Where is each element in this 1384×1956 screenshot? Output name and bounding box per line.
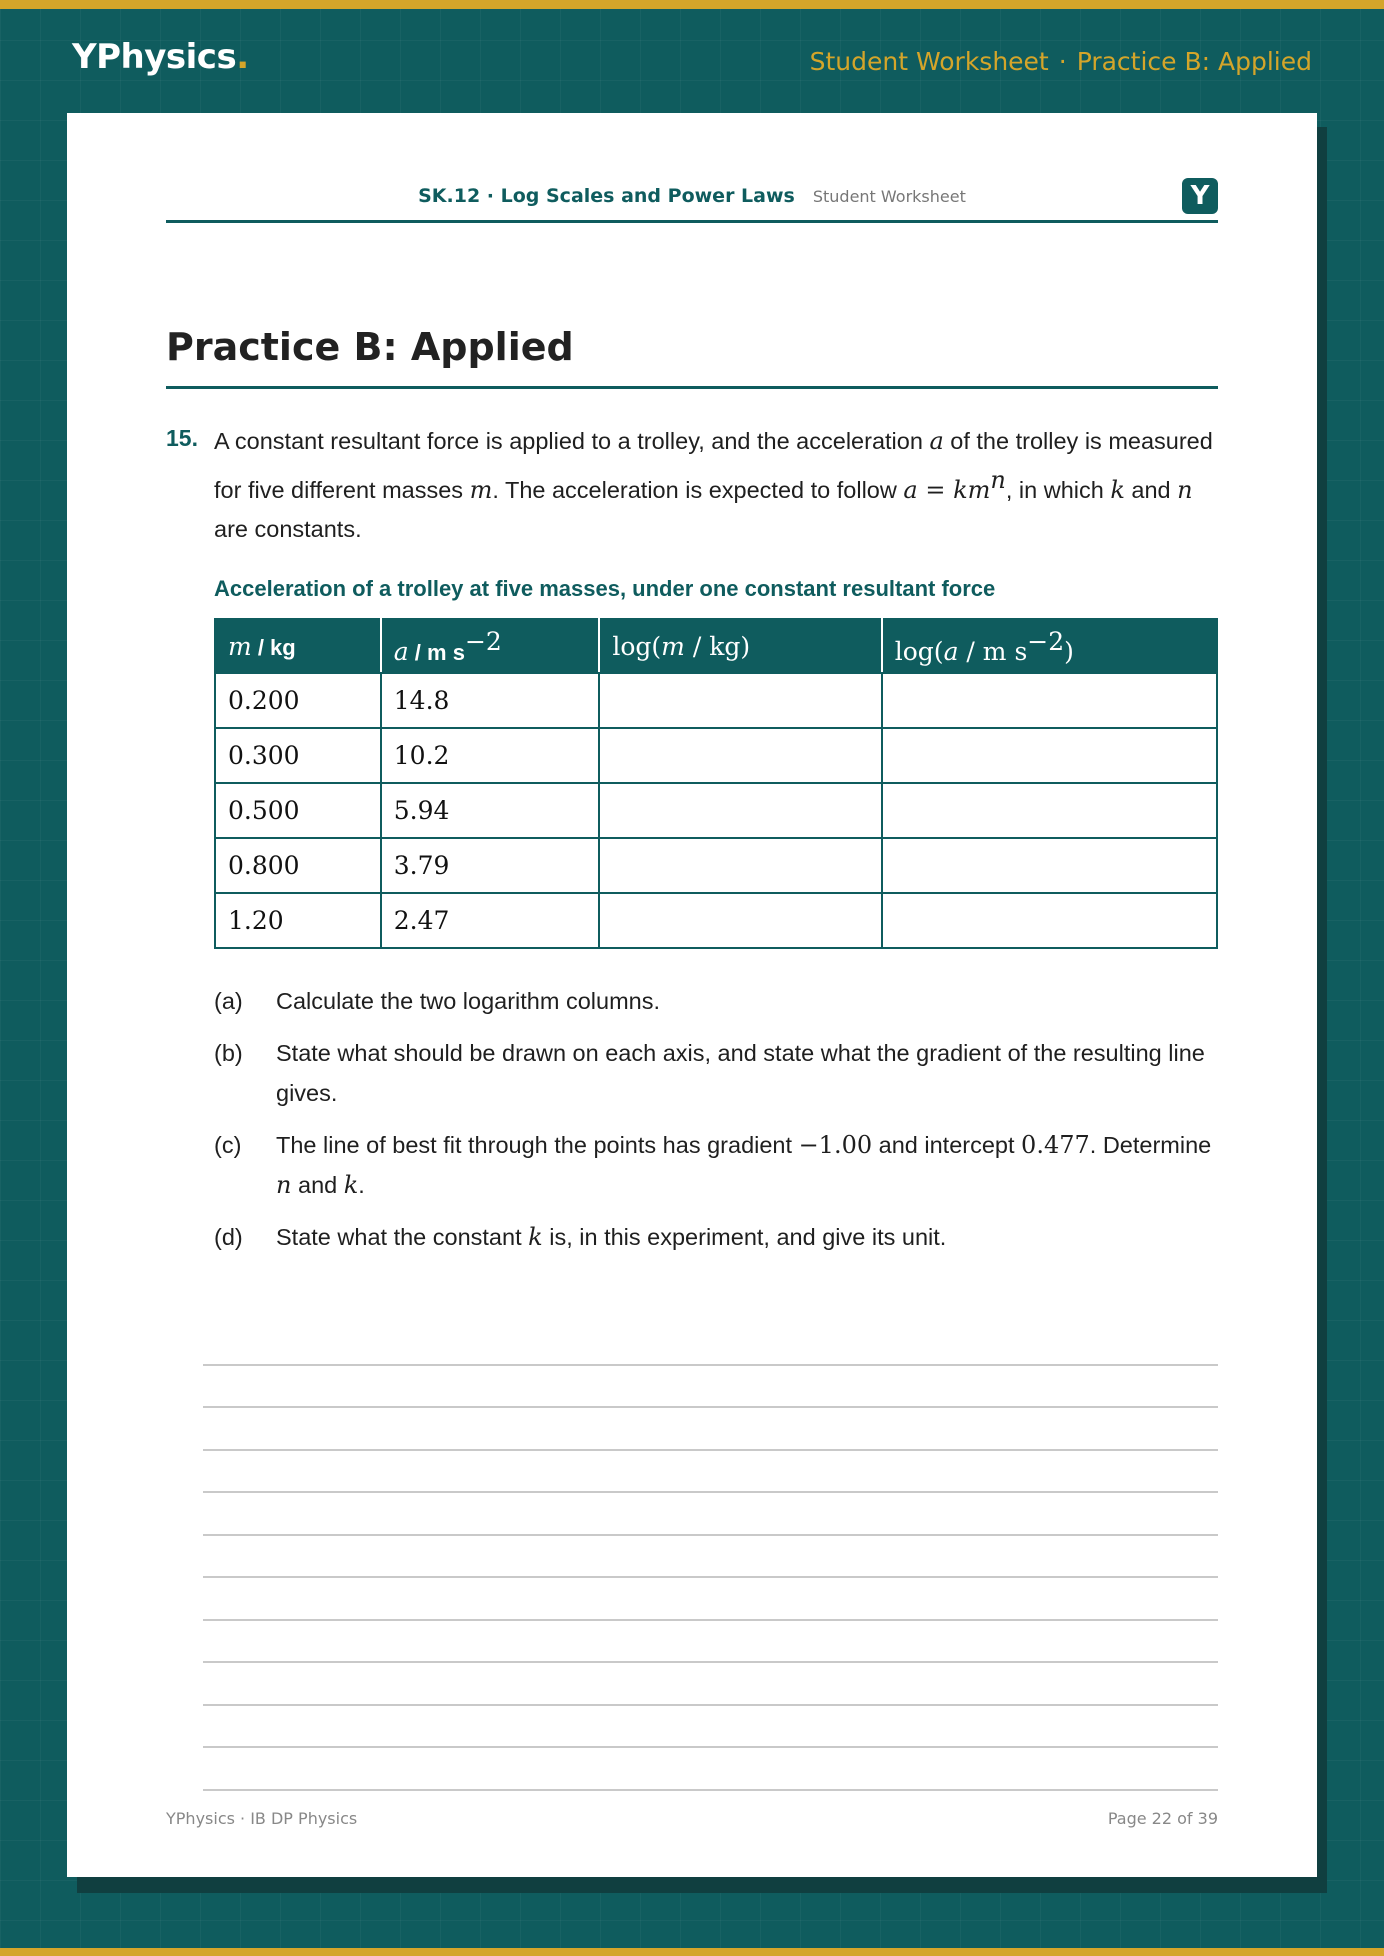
cell-log-mass[interactable] (599, 893, 881, 948)
cell-log-acceleration[interactable] (882, 893, 1217, 948)
answer-line[interactable] (203, 1578, 1218, 1621)
cell-log-acceleration[interactable] (882, 728, 1217, 783)
cell-acceleration: 10.2 (381, 728, 600, 783)
cell-acceleration: 5.94 (381, 783, 600, 838)
cell-log-acceleration[interactable] (882, 838, 1217, 893)
cell-mass: 0.300 (215, 728, 381, 783)
part-label: (a) (214, 988, 243, 1014)
cell-acceleration: 2.47 (381, 893, 600, 948)
answer-line[interactable] (203, 1408, 1218, 1451)
top-accent-bar (0, 0, 1384, 9)
data-table (214, 618, 1218, 949)
answer-line[interactable] (203, 1451, 1218, 1494)
table-row (215, 673, 1217, 728)
bottom-accent-bar (0, 1948, 1384, 1956)
header-log-acceleration: log(a / m $s^{-2}$) (882, 619, 1217, 673)
cell-log-mass[interactable] (599, 728, 881, 783)
part-label: (b) (214, 1040, 243, 1066)
cell-mass: 0.800 (215, 838, 381, 893)
course-title: SK.12 · Log Scales and Power Laws (418, 185, 795, 207)
answer-line[interactable] (203, 1706, 1218, 1749)
question-text: A constant resultant force is applied to a trolley, and the acceleration a of the trolley is measured for five different masses m. The acceleration is expected to follow $a = km^n$, in which k and n are constants. (214, 427, 1213, 542)
cell-mass: 0.500 (215, 783, 381, 838)
site-header (0, 9, 1384, 113)
cell-acceleration: 3.79 (381, 838, 600, 893)
header-acceleration: a / m $s^{-2}$ (381, 619, 600, 673)
part-d (214, 1217, 1218, 1257)
footer-course: YPhysics · IB DP Physics (166, 1809, 358, 1828)
table-row (215, 783, 1217, 838)
part-text: The line of best fit through the points has gradient −1.00 and intercept 0.477. Determine n and k. (276, 1131, 1212, 1199)
answer-line[interactable] (203, 1663, 1218, 1706)
cell-mass: 1.20 (215, 893, 381, 948)
table-row (215, 838, 1217, 893)
question-parts (214, 981, 1218, 1269)
part-label: (c) (214, 1132, 242, 1158)
worksheet-kind: Student Worksheet (812, 187, 966, 206)
answer-lines[interactable] (203, 1323, 1218, 1791)
question-number: 15. (166, 425, 198, 451)
cell-log-acceleration[interactable] (882, 673, 1217, 728)
table-header-row (215, 619, 1217, 673)
header-breadcrumb: Student Worksheet · Practice B: Applied (809, 47, 1312, 76)
cell-log-mass[interactable] (599, 783, 881, 838)
part-c (214, 1125, 1218, 1205)
worksheet-page (67, 113, 1317, 1877)
cell-log-acceleration[interactable] (882, 783, 1217, 838)
header-log-mass: log(m / kg) (599, 619, 881, 673)
table-row (215, 728, 1217, 783)
cell-log-mass[interactable] (599, 838, 881, 893)
cell-log-mass[interactable] (599, 673, 881, 728)
cell-mass: 0.200 (215, 673, 381, 728)
cell-acceleration: 14.8 (381, 673, 600, 728)
answer-line[interactable] (203, 1536, 1218, 1579)
table-row (215, 893, 1217, 948)
part-a (214, 981, 1218, 1021)
part-label: (d) (214, 1224, 243, 1250)
part-text: State what should be drawn on each axis, and state what the gradient of the resulting line gives. (276, 1040, 1205, 1106)
part-b (214, 1033, 1218, 1113)
brand-logo[interactable]: YPhysics. (72, 37, 249, 77)
header-section: Student Worksheet (809, 47, 1049, 76)
y-logo-icon: Y (1182, 178, 1218, 214)
answer-line[interactable] (203, 1366, 1218, 1409)
answer-line[interactable] (203, 1621, 1218, 1664)
header-mass: m / kg (215, 619, 381, 673)
footer-page-number: Page 22 of 39 (1107, 1809, 1218, 1828)
table-caption: Acceleration of a trolley at five masses, under one constant resultant force (214, 576, 996, 601)
header-practice: Practice B: Applied (1076, 47, 1312, 76)
answer-line[interactable] (203, 1323, 1218, 1366)
part-text: Calculate the two logarithm columns. (276, 988, 661, 1014)
section-title: Practice B: Applied (166, 325, 1218, 389)
running-head (166, 167, 1218, 223)
part-text: State what the constant k is, in this experiment, and give its unit. (276, 1223, 947, 1251)
answer-line[interactable] (203, 1748, 1218, 1791)
answer-line[interactable] (203, 1493, 1218, 1536)
